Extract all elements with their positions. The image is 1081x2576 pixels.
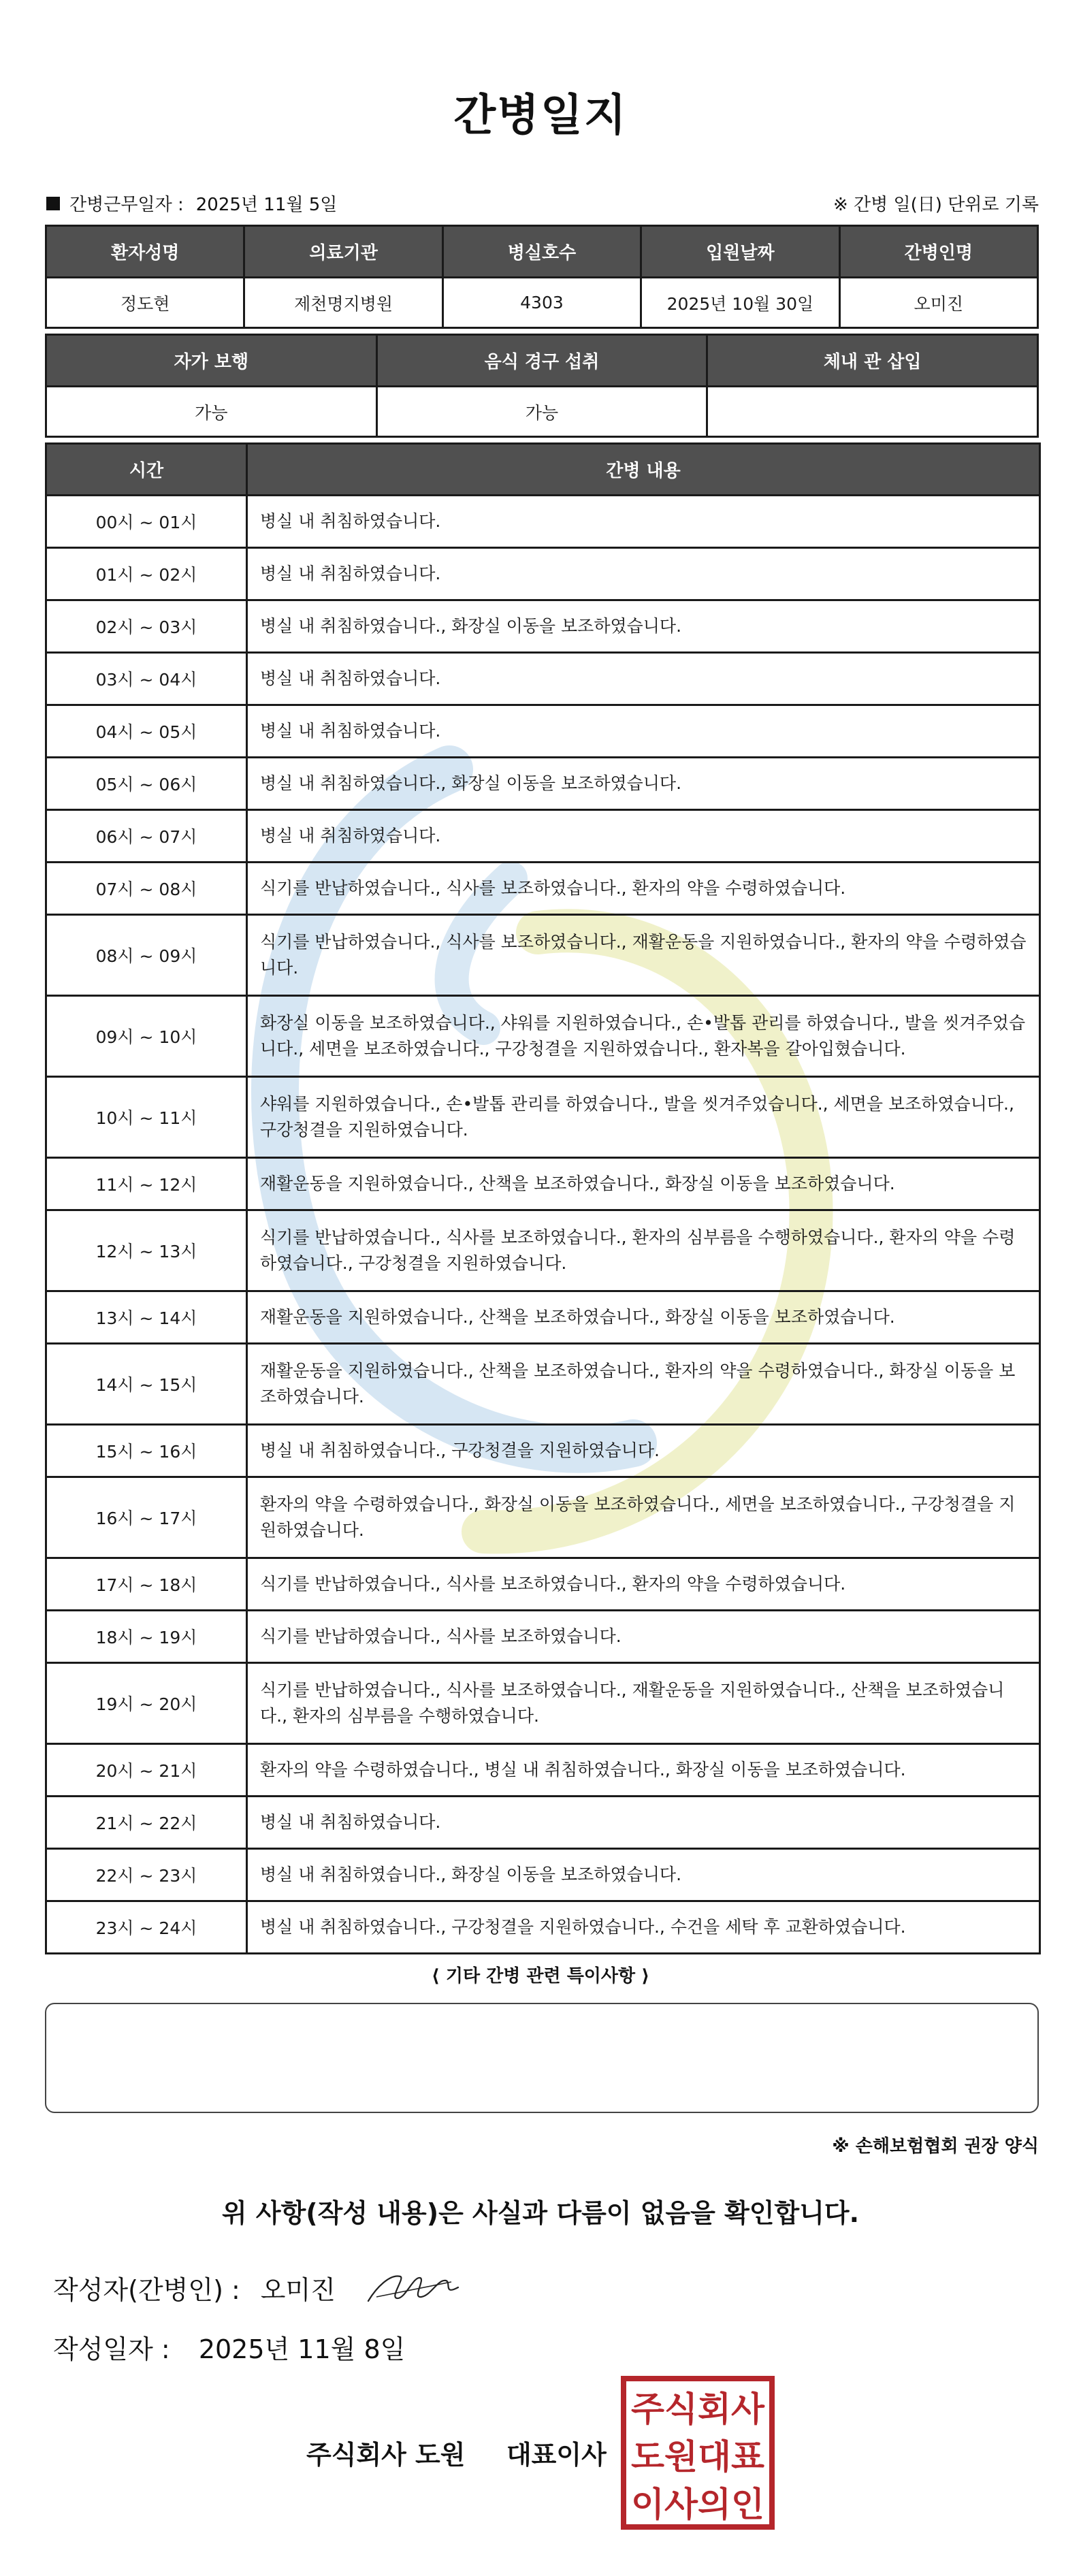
unit-note: ※ 간병 일(日) 단위로 기록 <box>833 195 1039 215</box>
work-date-value: 2025년 11월 5일 <box>195 195 338 215</box>
care-log-body <box>46 496 1040 1954</box>
writer-line <box>53 2267 465 2308</box>
care-log-row <box>46 600 1040 653</box>
care-log-content: 병실 내 취침하였습니다. <box>247 548 1040 600</box>
care-log-content: 화장실 이동을 보조하였습니다., 샤워를 지원하였습니다., 손•발톱 관리를 하였습니다., 발을 씻겨주었습니다., 세면을 보조하였습니다., 구강청결을 지원하였습니다., 환자복을 갈아입혔습니다. <box>247 996 1040 1077</box>
care-log-content: 식기를 반납하였습니다., 식사를 보조하였습니다., 재활운동을 지원하였습니다., 산책을 보조하였습니다., 환자의 심부름을 수행하였습니다. <box>247 1663 1040 1744</box>
care-log-content: 식기를 반납하였습니다., 식사를 보조하였습니다. <box>247 1611 1040 1663</box>
page-title: 간병일지 <box>453 91 628 141</box>
care-log-content: 병실 내 취침하였습니다., 구강청결을 지원하였습니다., 수건을 세탁 후 교환하였습니다. <box>247 1901 1040 1954</box>
writer-name: 오미진 <box>260 2274 336 2305</box>
status-header-row <box>46 335 1038 387</box>
care-log-table <box>45 442 1041 1954</box>
care-log-row <box>46 1849 1040 1901</box>
value-caregiver-name: 오미진 <box>839 278 1037 328</box>
care-log-time: 00시 ~ 01시 <box>46 496 247 548</box>
care-log-time: 11시 ~ 12시 <box>46 1158 247 1210</box>
value-tube-insertion <box>707 387 1038 437</box>
value-admission-date: 2025년 10월 30일 <box>641 278 839 328</box>
care-log-row <box>46 653 1040 705</box>
care-log-content: 환자의 약을 수령하였습니다., 병실 내 취침하였습니다., 화장실 이동을 보조하였습니다. <box>247 1744 1040 1797</box>
care-log-time: 12시 ~ 13시 <box>46 1210 247 1291</box>
care-log-row <box>46 1158 1040 1210</box>
header-admission-date: 입원날짜 <box>641 226 839 278</box>
care-log-content: 병실 내 취침하였습니다. <box>247 810 1040 863</box>
patient-info-value-row <box>46 278 1038 328</box>
header-self-walking: 자가 보행 <box>46 335 377 387</box>
care-log-row <box>46 1077 1040 1158</box>
care-log-row <box>46 863 1040 915</box>
care-log-time: 01시 ~ 02시 <box>46 548 247 600</box>
company-seal-icon <box>619 2374 776 2531</box>
care-log-row <box>46 1477 1040 1558</box>
care-log-row <box>46 1901 1040 1954</box>
square-bullet-icon <box>46 197 60 210</box>
care-log-time: 13시 ~ 14시 <box>46 1291 247 1344</box>
care-log-row <box>46 1611 1040 1663</box>
care-log-time: 17시 ~ 18시 <box>46 1558 247 1611</box>
care-log-content: 병실 내 취침하였습니다. <box>247 1797 1040 1849</box>
care-log-time: 19시 ~ 20시 <box>46 1663 247 1744</box>
header-care-content: 간병 내용 <box>247 444 1040 496</box>
care-log-row <box>46 1663 1040 1744</box>
company-name: 주식회사 도원 <box>306 2440 466 2470</box>
care-log-content: 식기를 반납하였습니다., 식사를 보조하였습니다., 환자의 약을 수령하였습니다. <box>247 863 1040 915</box>
care-log-time: 08시 ~ 09시 <box>46 915 247 996</box>
care-log-time: 18시 ~ 19시 <box>46 1611 247 1663</box>
header-caregiver-name: 간병인명 <box>839 226 1037 278</box>
care-log-content: 샤워를 지원하였습니다., 손•발톱 관리를 하였습니다., 발을 씻겨주었습니다., 세면을 보조하였습니다., 구강청결을 지원하였습니다. <box>247 1077 1040 1158</box>
care-log-row <box>46 1425 1040 1477</box>
header-room-number: 병실호수 <box>442 226 641 278</box>
value-patient-name: 정도현 <box>46 278 244 328</box>
value-self-walking: 가능 <box>46 387 377 437</box>
care-log-row <box>46 758 1040 810</box>
write-date-label: 작성일자 : <box>53 2334 170 2364</box>
writer-label: 작성자(간병인) : <box>53 2274 240 2305</box>
work-date-line <box>46 191 337 216</box>
care-log-time: 16시 ~ 17시 <box>46 1477 247 1558</box>
care-log-row <box>46 1744 1040 1797</box>
care-log-header-row <box>46 444 1040 496</box>
care-log-content: 병실 내 취침하였습니다., 구강청결을 지원하였습니다. <box>247 1425 1040 1477</box>
write-date-value: 2025년 11월 8일 <box>198 2334 406 2364</box>
company-line <box>306 2434 607 2471</box>
care-log-time: 20시 ~ 21시 <box>46 1744 247 1797</box>
care-log-row <box>46 810 1040 863</box>
write-date-line <box>53 2328 405 2366</box>
care-log-content: 재활운동을 지원하였습니다., 산책을 보조하였습니다., 환자의 약을 수령하였습니다., 화장실 이동을 보조하였습니다. <box>247 1344 1040 1425</box>
care-log-row <box>46 705 1040 758</box>
care-log-row <box>46 1558 1040 1611</box>
care-log-row <box>46 1210 1040 1291</box>
care-log-content: 식기를 반납하였습니다., 식사를 보조하였습니다., 환자의 심부름을 수행하였습니다., 환자의 약을 수령하였습니다., 구강청결을 지원하였습니다. <box>247 1210 1040 1291</box>
patient-info-header-row <box>46 226 1038 278</box>
recommend-note: ※ 손해보험협회 권장 양식 <box>832 2136 1039 2157</box>
care-log-content: 병실 내 취침하였습니다. <box>247 496 1040 548</box>
care-log-time: 22시 ~ 23시 <box>46 1849 247 1901</box>
care-log-content: 재활운동을 지원하였습니다., 산책을 보조하였습니다., 화장실 이동을 보조하였습니다. <box>247 1158 1040 1210</box>
care-log-content: 환자의 약을 수령하였습니다., 화장실 이동을 보조하였습니다., 세면을 보조하였습니다., 구강청결을 지원하였습니다. <box>247 1477 1040 1558</box>
notes-box <box>45 2003 1039 2113</box>
patient-info-table <box>45 225 1039 329</box>
header-hospital: 의료기관 <box>244 226 442 278</box>
care-log-row <box>46 1344 1040 1425</box>
care-log-content: 병실 내 취침하였습니다. <box>247 653 1040 705</box>
header-time: 시간 <box>46 444 247 496</box>
ceo-label: 대표이사 <box>506 2440 607 2470</box>
care-log-row <box>46 496 1040 548</box>
value-oral-intake: 가능 <box>376 387 707 437</box>
care-log-time: 21시 ~ 22시 <box>46 1797 247 1849</box>
care-log-time: 14시 ~ 15시 <box>46 1344 247 1425</box>
seal-text-line: 이사의인 <box>631 2485 764 2524</box>
seal-text-line: 주식회사 <box>631 2389 765 2429</box>
care-log-time: 07시 ~ 08시 <box>46 863 247 915</box>
care-log-row <box>46 915 1040 996</box>
work-date-label: 간병근무일자 : <box>69 195 184 215</box>
care-log-content: 병실 내 취침하였습니다., 화장실 이동을 보조하였습니다. <box>247 1849 1040 1901</box>
confirm-statement: 위 사항(작성 내용)은 사실과 다름이 없음을 확인합니다. <box>221 2198 860 2228</box>
value-hospital: 제천명지병원 <box>244 278 442 328</box>
care-log-content: 병실 내 취침하였습니다., 화장실 이동을 보조하였습니다. <box>247 600 1040 653</box>
care-log-content: 식기를 반납하였습니다., 식사를 보조하였습니다., 환자의 약을 수령하였습니다. <box>247 1558 1040 1611</box>
care-log-content: 식기를 반납하였습니다., 식사를 보조하였습니다., 재활운동을 지원하였습니다., 환자의 약을 수령하였습니다. <box>247 915 1040 996</box>
value-room-number: 4303 <box>442 278 641 328</box>
patient-status-table <box>45 334 1039 438</box>
care-log-time: 05시 ~ 06시 <box>46 758 247 810</box>
care-log-content: 병실 내 취침하였습니다. <box>247 705 1040 758</box>
seal-text-line: 도원대표 <box>631 2437 765 2477</box>
care-log-time: 02시 ~ 03시 <box>46 600 247 653</box>
care-log-time: 06시 ~ 07시 <box>46 810 247 863</box>
care-log-time: 15시 ~ 16시 <box>46 1425 247 1477</box>
care-log-row <box>46 1291 1040 1344</box>
header-tube-insertion: 체내 관 삽입 <box>707 335 1038 387</box>
notes-title: ⟨ 기타 간병 관련 특이사항 ⟩ <box>431 1966 650 1986</box>
care-log-row <box>46 548 1040 600</box>
care-log-row <box>46 996 1040 1077</box>
care-log-time: 23시 ~ 24시 <box>46 1901 247 1954</box>
header-patient-name: 환자성명 <box>46 226 244 278</box>
care-log-time: 04시 ~ 05시 <box>46 705 247 758</box>
care-log-time: 09시 ~ 10시 <box>46 996 247 1077</box>
header-oral-intake: 음식 경구 섭취 <box>376 335 707 387</box>
status-value-row <box>46 387 1038 437</box>
care-log-content: 재활운동을 지원하였습니다., 산책을 보조하였습니다., 화장실 이동을 보조하였습니다. <box>247 1291 1040 1344</box>
care-log-time: 03시 ~ 04시 <box>46 653 247 705</box>
signature-icon <box>363 2267 465 2308</box>
care-log-time: 10시 ~ 11시 <box>46 1077 247 1158</box>
care-log-content: 병실 내 취침하였습니다., 화장실 이동을 보조하였습니다. <box>247 758 1040 810</box>
care-log-row <box>46 1797 1040 1849</box>
